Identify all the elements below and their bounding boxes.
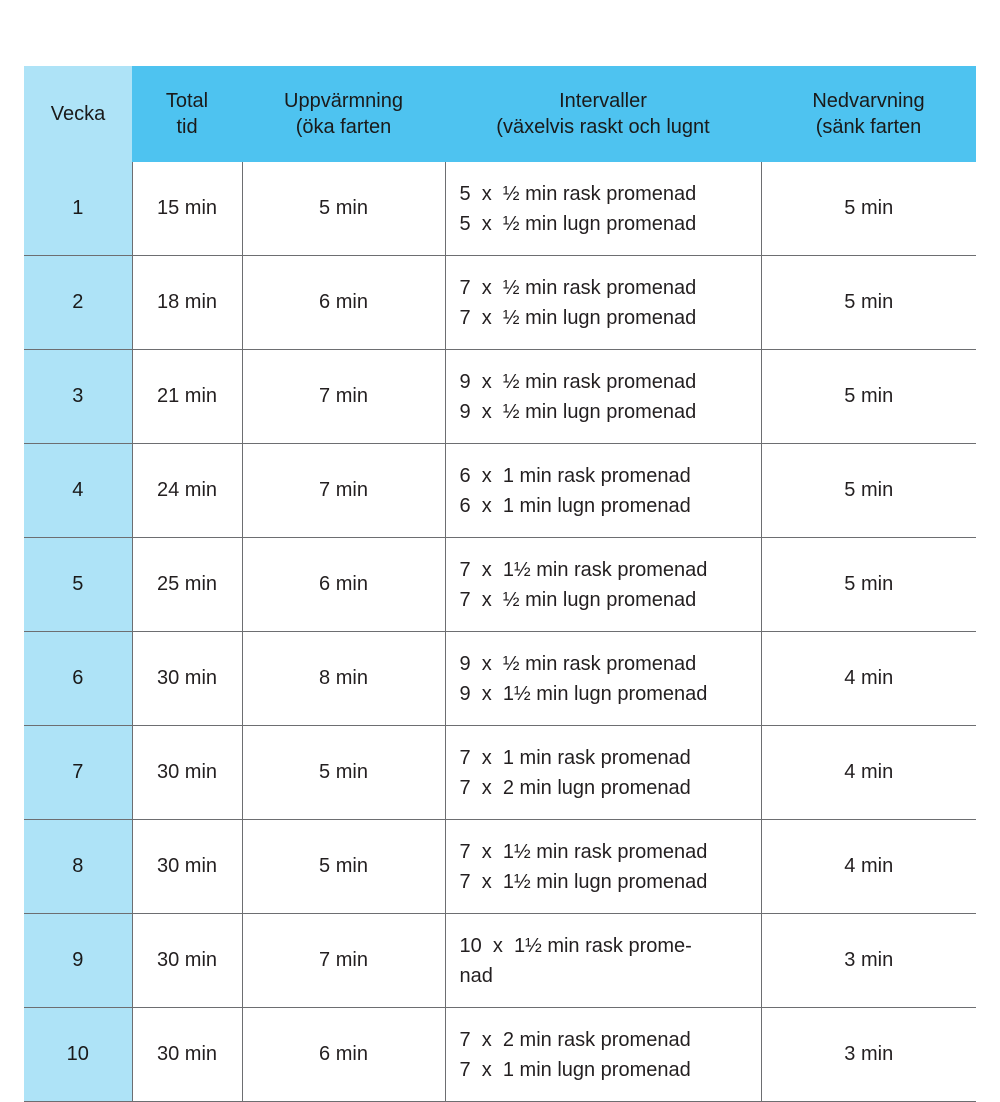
cell-week: 2 — [24, 256, 132, 350]
table-row — [24, 1008, 976, 1102]
cell-intervals — [445, 726, 761, 820]
cell-cooldown: 5 min — [761, 256, 976, 350]
cell-cooldown: 5 min — [761, 350, 976, 444]
interval-line: 5 x ½ min rask promenad — [459, 182, 697, 205]
cell-week: 7 — [24, 726, 132, 820]
cell-week: 1 — [24, 162, 132, 256]
table-row — [24, 914, 976, 1008]
column-header-cooldown-line2: (sänk farten — [815, 116, 922, 138]
cell-intervals — [445, 444, 761, 538]
interval-line: 9 x ½ min rask promenad — [459, 652, 697, 675]
column-header-total-line1: Total — [165, 90, 209, 112]
column-header-total-line2: tid — [176, 116, 198, 138]
cell-total: 30 min — [132, 1008, 242, 1102]
table-row — [24, 350, 976, 444]
interval-line: 7 x 1 min lugn promenad — [459, 1058, 691, 1081]
column-header-intervals-line1: Intervaller — [559, 90, 647, 112]
cell-week: 3 — [24, 350, 132, 444]
table-row — [24, 632, 976, 726]
cell-total: 15 min — [132, 162, 242, 256]
cell-intervals — [445, 256, 761, 350]
cell-cooldown: 5 min — [761, 538, 976, 632]
table-row — [24, 162, 976, 256]
table-row — [24, 538, 976, 632]
cell-intervals — [445, 538, 761, 632]
cell-total: 25 min — [132, 538, 242, 632]
cell-intervals — [445, 914, 761, 1008]
cell-warmup: 6 min — [242, 1008, 445, 1102]
column-header-week-line1: Vecka — [50, 103, 106, 125]
cell-week: 4 — [24, 444, 132, 538]
table-row — [24, 820, 976, 914]
cell-warmup: 8 min — [242, 632, 445, 726]
column-header-intervals — [445, 66, 761, 162]
interval-line: 7 x ½ min lugn promenad — [459, 306, 697, 329]
interval-line: 6 x 1 min rask promenad — [459, 464, 691, 487]
cell-intervals — [445, 162, 761, 256]
cell-cooldown: 4 min — [761, 726, 976, 820]
interval-line: 7 x ½ min rask promenad — [459, 276, 697, 299]
interval-line: 9 x ½ min lugn promenad — [459, 400, 697, 423]
cell-cooldown: 3 min — [761, 914, 976, 1008]
table-body — [24, 162, 976, 1102]
interval-line: 10 x 1½ min rask prome- — [459, 934, 692, 957]
cell-warmup: 6 min — [242, 256, 445, 350]
header-row — [24, 66, 976, 162]
cell-warmup: 5 min — [242, 162, 445, 256]
cell-week: 5 — [24, 538, 132, 632]
cell-warmup: 7 min — [242, 350, 445, 444]
cell-intervals — [445, 350, 761, 444]
table-row — [24, 256, 976, 350]
cell-week: 6 — [24, 632, 132, 726]
cell-total: 24 min — [132, 444, 242, 538]
cell-intervals — [445, 632, 761, 726]
interval-line: 5 x ½ min lugn promenad — [459, 212, 697, 235]
column-header-cooldown — [761, 66, 976, 162]
cell-total: 30 min — [132, 632, 242, 726]
cell-cooldown: 3 min — [761, 1008, 976, 1102]
cell-intervals — [445, 820, 761, 914]
interval-line: 6 x 1 min lugn promenad — [459, 494, 691, 517]
cell-total: 18 min — [132, 256, 242, 350]
column-header-warmup-line1: Uppvärmning — [284, 90, 403, 112]
interval-line: 7 x 2 min rask promenad — [459, 1028, 691, 1051]
cell-intervals — [445, 1008, 761, 1102]
cell-warmup: 5 min — [242, 820, 445, 914]
cell-warmup: 7 min — [242, 914, 445, 1008]
cell-warmup: 5 min — [242, 726, 445, 820]
cell-cooldown: 4 min — [761, 632, 976, 726]
column-header-warmup — [242, 66, 445, 162]
cell-week: 8 — [24, 820, 132, 914]
walking-plan-table — [24, 66, 976, 1102]
interval-line: 7 x 1 min rask promenad — [459, 746, 691, 769]
cell-warmup: 7 min — [242, 444, 445, 538]
column-header-intervals-line2: (växelvis raskt och lugnt — [496, 116, 710, 138]
interval-line: 7 x 2 min lugn promenad — [459, 776, 691, 799]
column-header-week — [24, 66, 132, 162]
column-header-warmup-line2: (öka farten — [295, 116, 392, 138]
cell-cooldown: 4 min — [761, 820, 976, 914]
cell-cooldown: 5 min — [761, 162, 976, 256]
cell-total: 30 min — [132, 914, 242, 1008]
cell-warmup: 6 min — [242, 538, 445, 632]
cell-week: 10 — [24, 1008, 132, 1102]
table-row — [24, 444, 976, 538]
interval-line: 7 x ½ min lugn promenad — [459, 588, 697, 611]
interval-line: 7 x 1½ min lugn promenad — [459, 870, 708, 893]
cell-total: 21 min — [132, 350, 242, 444]
cell-total: 30 min — [132, 820, 242, 914]
interval-line: 7 x 1½ min rask promenad — [459, 840, 708, 863]
interval-line: nad — [459, 964, 493, 987]
table-row — [24, 726, 976, 820]
interval-line: 7 x 1½ min rask promenad — [459, 558, 708, 581]
interval-line: 9 x 1½ min lugn promenad — [459, 682, 708, 705]
table-header — [24, 66, 976, 162]
interval-line: 9 x ½ min rask promenad — [459, 370, 697, 393]
cell-cooldown: 5 min — [761, 444, 976, 538]
column-header-total — [132, 66, 242, 162]
cell-total: 30 min — [132, 726, 242, 820]
cell-week: 9 — [24, 914, 132, 1008]
column-header-cooldown-line1: Nedvarvning — [812, 90, 925, 112]
